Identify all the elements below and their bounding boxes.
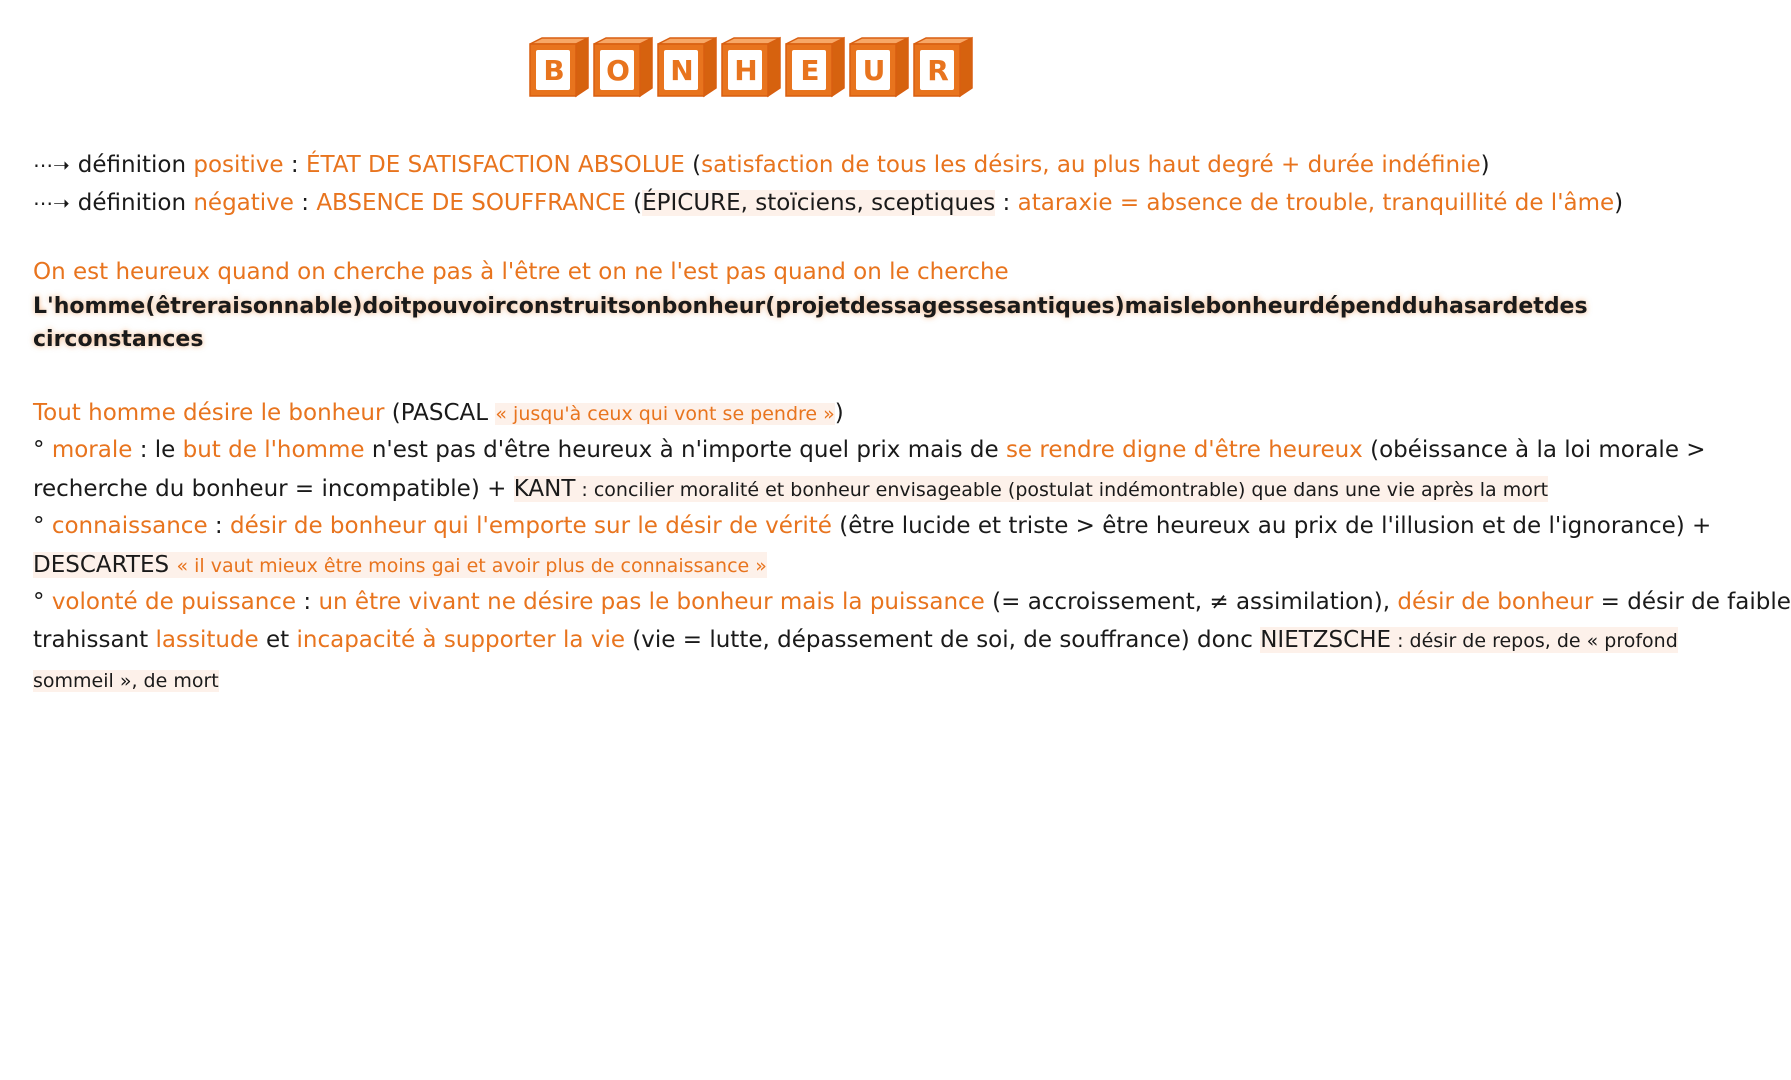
thesis-word: et [1518,294,1544,319]
thesis-word: son [617,294,662,319]
dotted-arrow-icon: ⋯➝ [33,153,70,177]
nietzsche-highlight: NIETZSCHE : désir de repos, de « profond [1260,627,1678,653]
title-letter-block [656,36,718,98]
title-letter-block [528,36,590,98]
desire-statement: Tout homme désire le bonheur (PASCAL « jusqu'à ceux qui vont se pendre ») [33,400,844,426]
authors-highlight: ÉPICURE, stoïciens, sceptiques [642,190,996,216]
title-letter-block [784,36,846,98]
connaissance-line-2 [33,546,1494,585]
morale-line-1: ° morale : le but de l'homme n'est pas d'être heureux à n'importe quel prix mais de se rendre digne d'être heureux (obéissance à la loi morale > [33,437,1706,463]
thesis-word: bonheur [1205,294,1310,319]
title-letter-block [848,36,910,98]
morale-line-2: recherche du bonheur = incompatible) + KANT : concilier moralité et bonheur envisageable (postulat indémontrable) que dans une vie après la mort [33,476,1549,502]
definition-negative: ⋯➝ définition négative : ABSENCE DE SOUFFRANCE (ÉPICURE, stoïciens, sceptiques : ataraxie = absence de trouble, tranquillité de l'âme) [33,190,1624,216]
nietzsche-highlight-cont: sommeil », de mort [33,670,219,692]
thesis-word: mais [1124,294,1184,319]
thesis-word: pouvoir [411,294,506,319]
thesis-word: hasard [1433,294,1519,319]
puissance-line-1: ° volonté de puissance : un être vivant ne désire pas le bonheur mais la puissance (= accroissement, ≠ assimilation), désir de bonheur = désir de faible [33,589,1791,615]
thesis-word: L'homme [33,294,146,319]
title-letter: B [543,53,565,87]
paradox-statement: On est heureux quand on cherche pas à l'être et on ne l'est pas quand on le cherche [33,259,1009,285]
thesis-word: (projet [765,294,851,319]
title-letter: U [862,53,886,87]
thesis-word: le [1183,294,1206,319]
thesis-word: du [1401,294,1434,319]
title-letter: H [734,53,758,87]
thesis-word: construit [505,294,618,319]
kant-highlight: KANT : concilier moralité et bonheur envisageable (postulat indémontrable) que dans une vie après la mort [513,476,1549,502]
thesis-word: des [850,294,894,319]
page-title [528,36,974,98]
title-letter-block [592,36,654,98]
connaissance-line-1: ° connaissance : désir de bonheur qui l'emporte sur le désir de vérité (être lucide et triste > être heureux au prix de l'illusion et de l'ignorance) + [33,513,1712,539]
thesis-word: (être [145,294,207,319]
thesis-word: raisonnable) [206,294,363,319]
title-letter: N [670,53,694,87]
thesis-word: des [1543,294,1588,319]
title-letter: E [800,53,820,87]
descartes-highlight: DESCARTES « il vaut mieux être moins gai et avoir plus de connaissance » [33,552,767,578]
thesis-word: doit [362,294,412,319]
title-letter: R [927,53,949,87]
pascal-quote: « jusqu'à ceux qui vont se pendre » [495,403,835,425]
title-letter: O [606,53,630,87]
thesis-line-2: circonstances [33,327,204,352]
puissance-line-2: trahissant lassitude et incapacité à supporter la vie (vie = lutte, dépassement de soi, de souffrance) donc NIETZSCHE : désir de repos, de « profond [33,627,1678,653]
thesis-word: bonheur [661,294,766,319]
thesis-word: dépend [1309,294,1402,319]
definition-positive: ⋯➝ définition positive : ÉTAT DE SATISFACTION ABSOLUE (satisfaction de tous les désirs, au plus haut degré + durée indéfinie) [33,152,1490,178]
title-letter-block [912,36,974,98]
dotted-arrow-icon: ⋯➝ [33,191,70,215]
thesis-word: sagesses [893,294,1007,319]
puissance-line-3 [33,661,1494,700]
thesis-word: antiques) [1006,294,1125,319]
title-letter-block [720,36,782,98]
